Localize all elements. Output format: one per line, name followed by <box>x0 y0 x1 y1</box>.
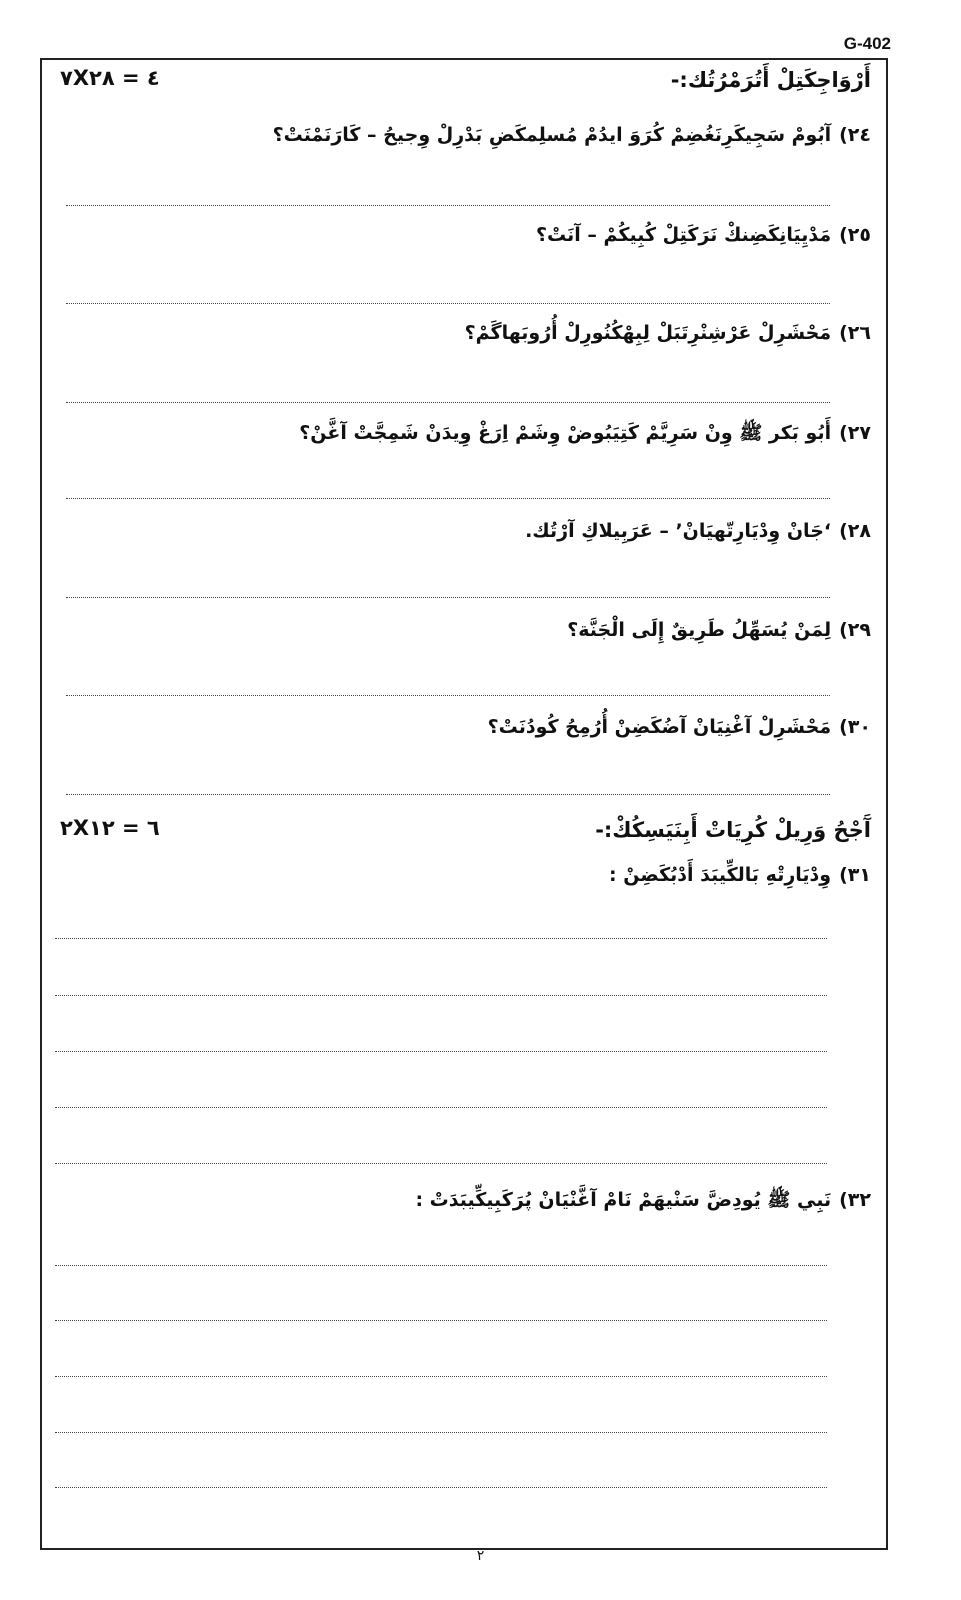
document-code: G-402 <box>843 34 891 53</box>
question-number: ٣١) <box>839 864 871 886</box>
answer-line[interactable] <box>66 205 830 206</box>
answer-line[interactable] <box>55 1051 827 1052</box>
question-text: لِمَنْ يُسَهِّلُ طَرِيقٌ إِلَى الْجَنَّة؟ <box>567 619 832 641</box>
answer-line[interactable] <box>66 794 830 795</box>
answer-line[interactable] <box>66 303 830 304</box>
answer-line[interactable] <box>66 695 830 696</box>
answer-line[interactable] <box>66 597 830 598</box>
answer-line[interactable] <box>55 938 827 939</box>
section1-marks: ٧X٤ = ٢٨ <box>60 66 160 90</box>
question-28 <box>525 520 871 542</box>
answer-line[interactable] <box>66 402 830 403</box>
answer-line[interactable] <box>55 1432 827 1433</box>
question-text: آبُومْ سَجِيكَرِنَغُضِمْ كُرَوَ ايدُمْ مُسلِمكَضِ بَدْرِلْ وِجيحُ – كَارَنَمْنَتْ؟ <box>272 124 832 146</box>
page-number: ٢ <box>476 1548 485 1564</box>
question-32 <box>415 1188 871 1216</box>
section2-marks: ٢X٦ = ١٢ <box>60 816 160 840</box>
question-text: أَبُو بَكر ﷺ وِنْ سَرِيَّمْ كَتِيَبُوضْ وِشَمْ اِرَغْ وِيدَنْ شَمِجَّتْ آغَّنْ؟ <box>299 422 832 444</box>
question-24 <box>273 124 871 146</box>
question-number: ٢٨) <box>839 520 871 542</box>
section1-heading: أَرْوَاجِكَتِلْ أَتُرَمْرُتُك:- <box>670 68 871 92</box>
answer-line[interactable] <box>66 498 830 499</box>
answer-line[interactable] <box>55 1163 827 1164</box>
question-30 <box>488 716 871 738</box>
question-number: ٢٥) <box>839 224 871 246</box>
question-29 <box>567 619 871 641</box>
question-text: ‘جَانْ وِدْيَارِتّهيَانْ’ – عَرَبِيلاكِ آرْتُك. <box>525 520 832 542</box>
answer-line[interactable] <box>55 1107 827 1108</box>
question-text: مَحْشَرِلْ عَرْشِنْرِتَبَلْ لِبِهْكُنُورِلْ أُرُوبَهاگَمْ؟ <box>464 322 832 344</box>
question-number: ٣٠) <box>839 716 871 738</box>
question-number: ٣٢) <box>839 1189 871 1211</box>
page-frame <box>40 58 888 1550</box>
answer-line[interactable] <box>55 1320 827 1321</box>
question-26 <box>465 322 871 344</box>
answer-line[interactable] <box>55 995 827 996</box>
question-number: ٢٤) <box>839 124 871 146</box>
question-31 <box>609 864 871 886</box>
question-text: وِدْيَارِتْهِ بَالكِّيبَدَ أَدْبُكَضِنْ : <box>609 864 832 886</box>
answer-line[interactable] <box>55 1487 827 1488</box>
question-text: مَحْشَرِلْ آغْنِيَانْ آضُكَضِنْ أُرُمِحُ كُودُنَتْ؟ <box>487 716 832 738</box>
question-text: نَبِي ﷺ يُودِضَّ سَنْيهَمْ نَامْ آغَّنْيَانْ پُرَكَبِيكِّيبَدَتْ : <box>415 1189 832 1211</box>
question-27 <box>299 421 871 449</box>
question-number: ٢٧) <box>839 422 871 444</box>
question-number: ٢٩) <box>839 619 871 641</box>
section2-heading: آَجْحُ وَرِيلْ كُرِيَاتْ أَبِنَيَسِكُكْ:- <box>595 818 871 842</box>
question-number: ٢٦) <box>839 322 871 344</box>
answer-line[interactable] <box>55 1265 827 1266</box>
answer-line[interactable] <box>55 1376 827 1377</box>
question-25 <box>536 224 871 246</box>
question-text: مَدْيِيَانِكَضِنكْ نَرَكَتِلْ كُبِيكُمْ – آنَتْ؟ <box>536 224 832 246</box>
